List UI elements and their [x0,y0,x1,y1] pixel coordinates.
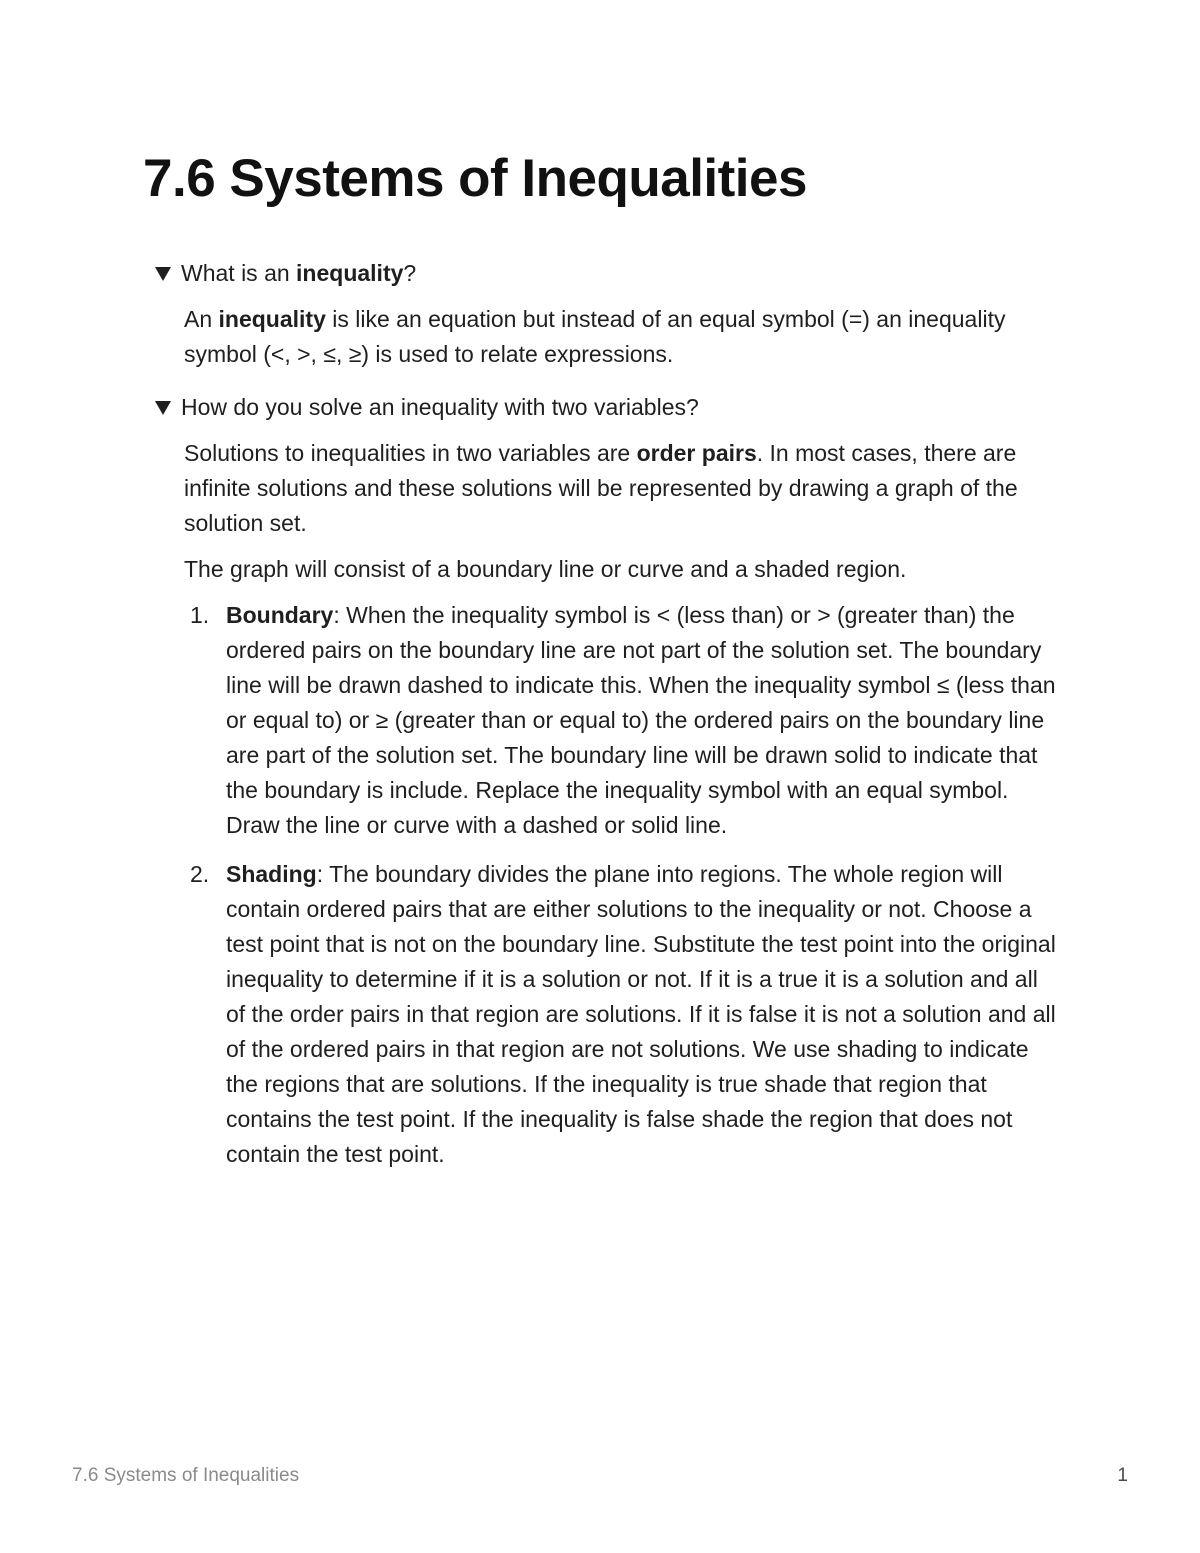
paragraph-text: . In most cases, there are infinite solutions and these solutions will be represented by drawing a graph of the solution set. [184,440,1018,536]
question-bold-term: inequality [296,260,404,286]
question-text: What is an [181,260,297,286]
list-number: 1. [190,602,210,628]
list-item [184,857,1061,1172]
toggle-header[interactable] [155,390,1064,425]
paragraph-bold-term: order pairs [636,440,757,466]
answer-text: is like an equation but instead of an equal symbol (=) an inequality symbol (<, >, ≤, ≥) is used to relate expressions. [184,306,1006,367]
toggle-how-to-solve [155,390,1064,1186]
question-punctuation: ? [403,260,417,286]
toggle-question [181,256,416,291]
toggle-body [184,302,1064,372]
answer-paragraph [184,302,1064,372]
solutions-paragraph [184,436,1064,541]
list-item-term: Boundary [226,602,334,628]
page-title: 7.6 Systems of Inequalities [143,149,807,208]
toggle-triangle-icon[interactable] [155,401,171,415]
paragraph-text: Solutions to inequalities in two variables are [184,440,637,466]
toggle-body [184,436,1064,1172]
toggle-what-is-inequality [155,256,1064,383]
list-item-text: : The boundary divides the plane into regions. The whole region will contain ordered pairs that are either solutions to the inequality or not. Choose a test point that is not on the boundary line. Substitute the test point into the original inequality to determine if it is a solution or not. If it is a true it is a solution and all of the order pairs in that region are solutions. If it is false it is not a solution and all of the ordered pairs in that region are not solutions. We use shading to indicate the regions that are solutions. If the inequality is true shade that region that contains the test point. If the inequality is false shade the region that does not contain the test point. [226,861,1056,1167]
list-item-term: Shading [226,861,317,887]
graph-paragraph: The graph will consist of a boundary line or curve and a shaded region. [184,556,907,582]
list-item-text: : When the inequality symbol is < (less than) or > (greater than) the ordered pairs on the boundary line are not part of the solution set. The boundary line will be drawn dashed to indicate this. When the inequality symbol ≤ (less than or equal to) or ≥ (greater than or equal to) the ordered pairs on the boundary line are part of the solution set. The boundary line will be drawn solid to indicate that the boundary is include. Replace the inequality symbol with an equal symbol. Draw the line or curve with a dashed or solid line. [226,602,1056,838]
toggle-header[interactable] [155,256,1064,291]
toggle-question: How do you solve an inequality with two variables? [181,394,699,420]
answer-text: An [184,306,219,332]
page-number: 1 [1117,1465,1128,1486]
answer-bold-term: inequality [218,306,326,332]
steps-list [184,598,1064,1172]
footer-title: 7.6 Systems of Inequalities [72,1465,300,1486]
list-item [184,598,1061,843]
list-number: 2. [190,861,210,887]
toggle-triangle-icon[interactable] [155,267,171,281]
